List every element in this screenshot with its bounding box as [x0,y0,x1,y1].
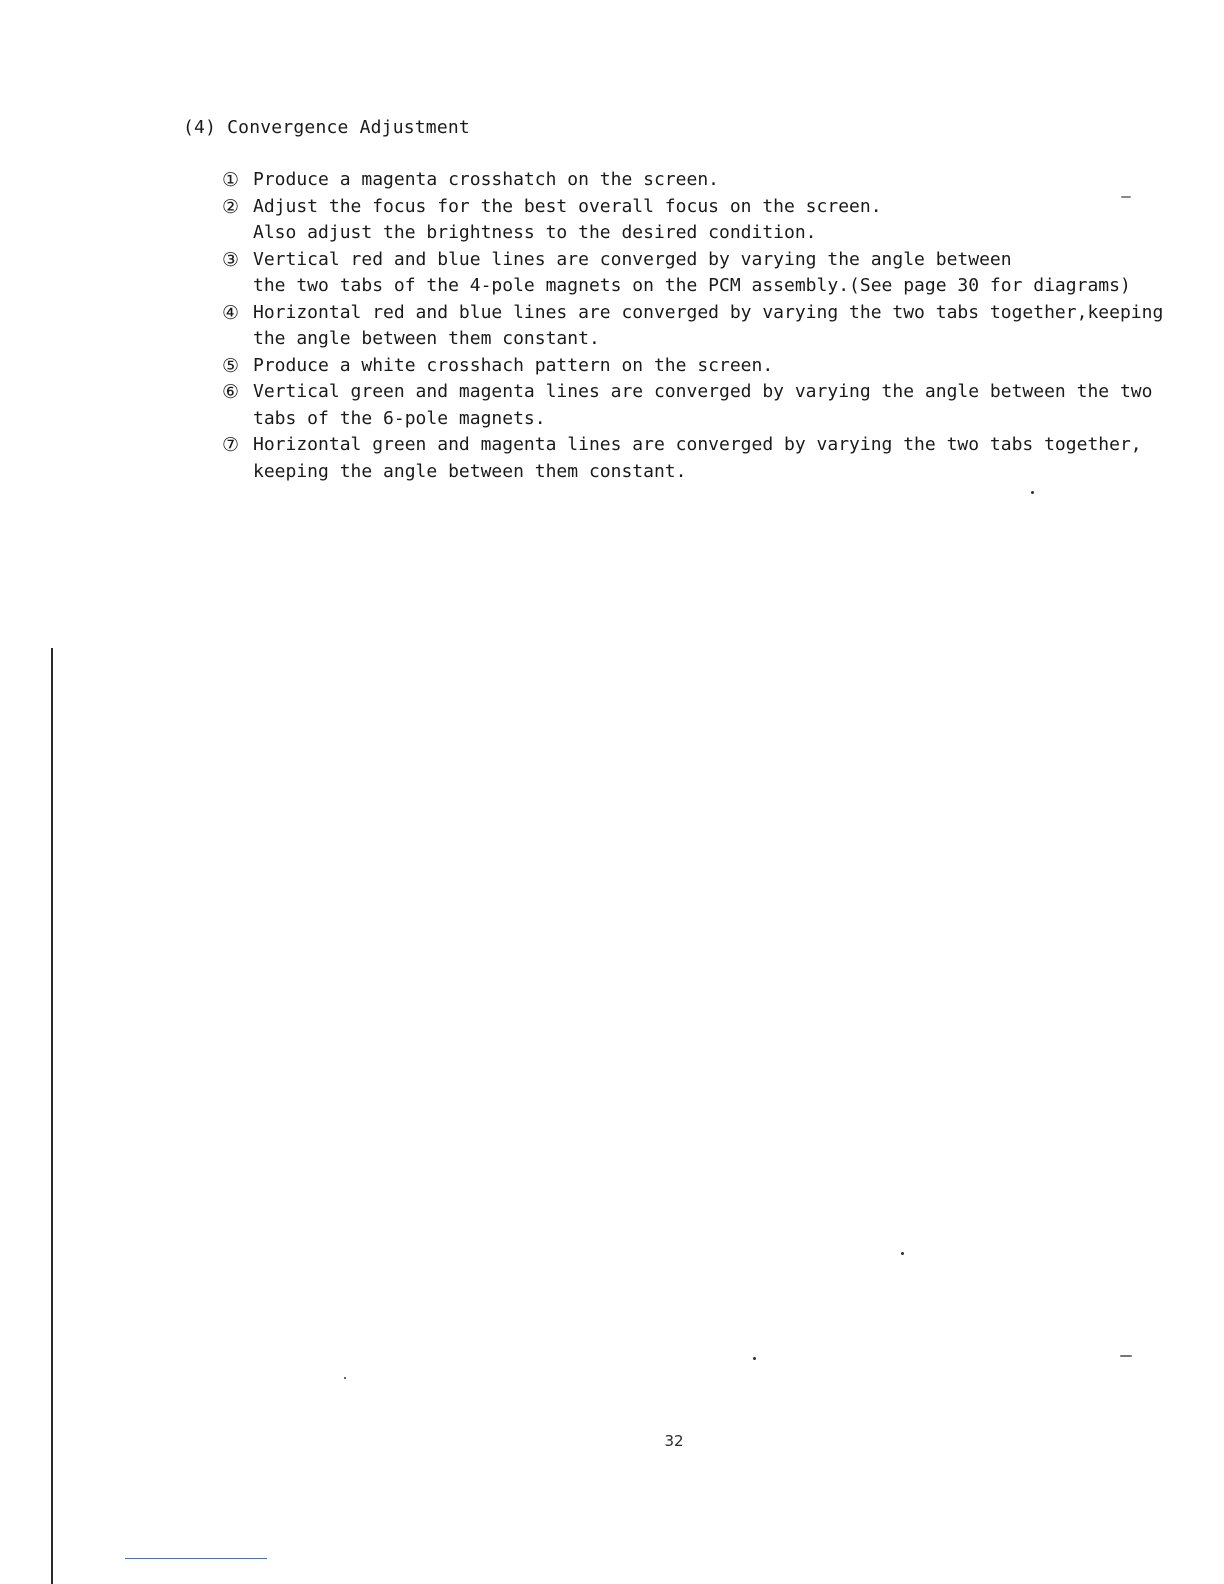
step-item [222,432,1142,485]
step-line: Also adjust the brightness to the desired condition. [253,222,817,243]
step-line: Adjust the focus for the best overall focus on the screen. [253,195,882,217]
footnote-rule [125,1558,267,1559]
page-number: 32 [664,1432,684,1450]
scan-speck [1120,1355,1132,1357]
step-line: Produce a white crosshach pattern on the screen. [253,354,774,376]
steps-list [222,167,1164,485]
step-text [253,167,719,194]
step-text [253,300,1163,353]
step-line: Vertical red and blue lines are converged by varying the angle between [253,248,1012,270]
step-line: Vertical green and magenta lines are converged by varying the angle between the two [253,381,1153,402]
step-item [222,379,1153,432]
step-item [222,247,1131,300]
step-number: ③ [222,248,240,271]
step-line: the two tabs of the 4-pole magnets on the PCM assembly.(See page 30 for diagrams) [253,275,1131,296]
step-line: Horizontal red and blue lines are converged by varying the two tabs together,keeping [253,301,1164,323]
step-text [253,353,773,380]
step-line: Horizontal green and magenta lines are converged by varying the two tabs together, [253,434,1142,455]
step-line: Produce a magenta crosshatch on the screen. [253,169,719,190]
section-heading: (4) Convergence Adjustment [183,117,470,138]
step-number: ④ [222,301,240,324]
step-text [253,432,1142,485]
step-line: keeping the angle between them constant. [253,460,687,482]
scan-speck [1121,196,1131,198]
step-item [222,300,1164,353]
step-text [253,247,1131,300]
step-item [222,194,1122,247]
step-number: ① [222,169,240,191]
step-number: ⑥ [222,381,240,403]
step-line: the angle between them constant. [253,328,600,349]
step-number: ⑦ [222,434,240,456]
step-text [253,194,882,247]
step-number: ⑤ [222,354,240,377]
scan-speck [344,1377,346,1379]
step-item [222,167,1122,194]
scan-speck [901,1252,904,1255]
step-text [253,379,1152,432]
step-number: ② [222,195,240,218]
step-item [222,353,1122,380]
scan-speck [1031,491,1034,494]
scan-speck [753,1357,756,1360]
step-line: tabs of the 6-pole magnets. [253,407,546,429]
